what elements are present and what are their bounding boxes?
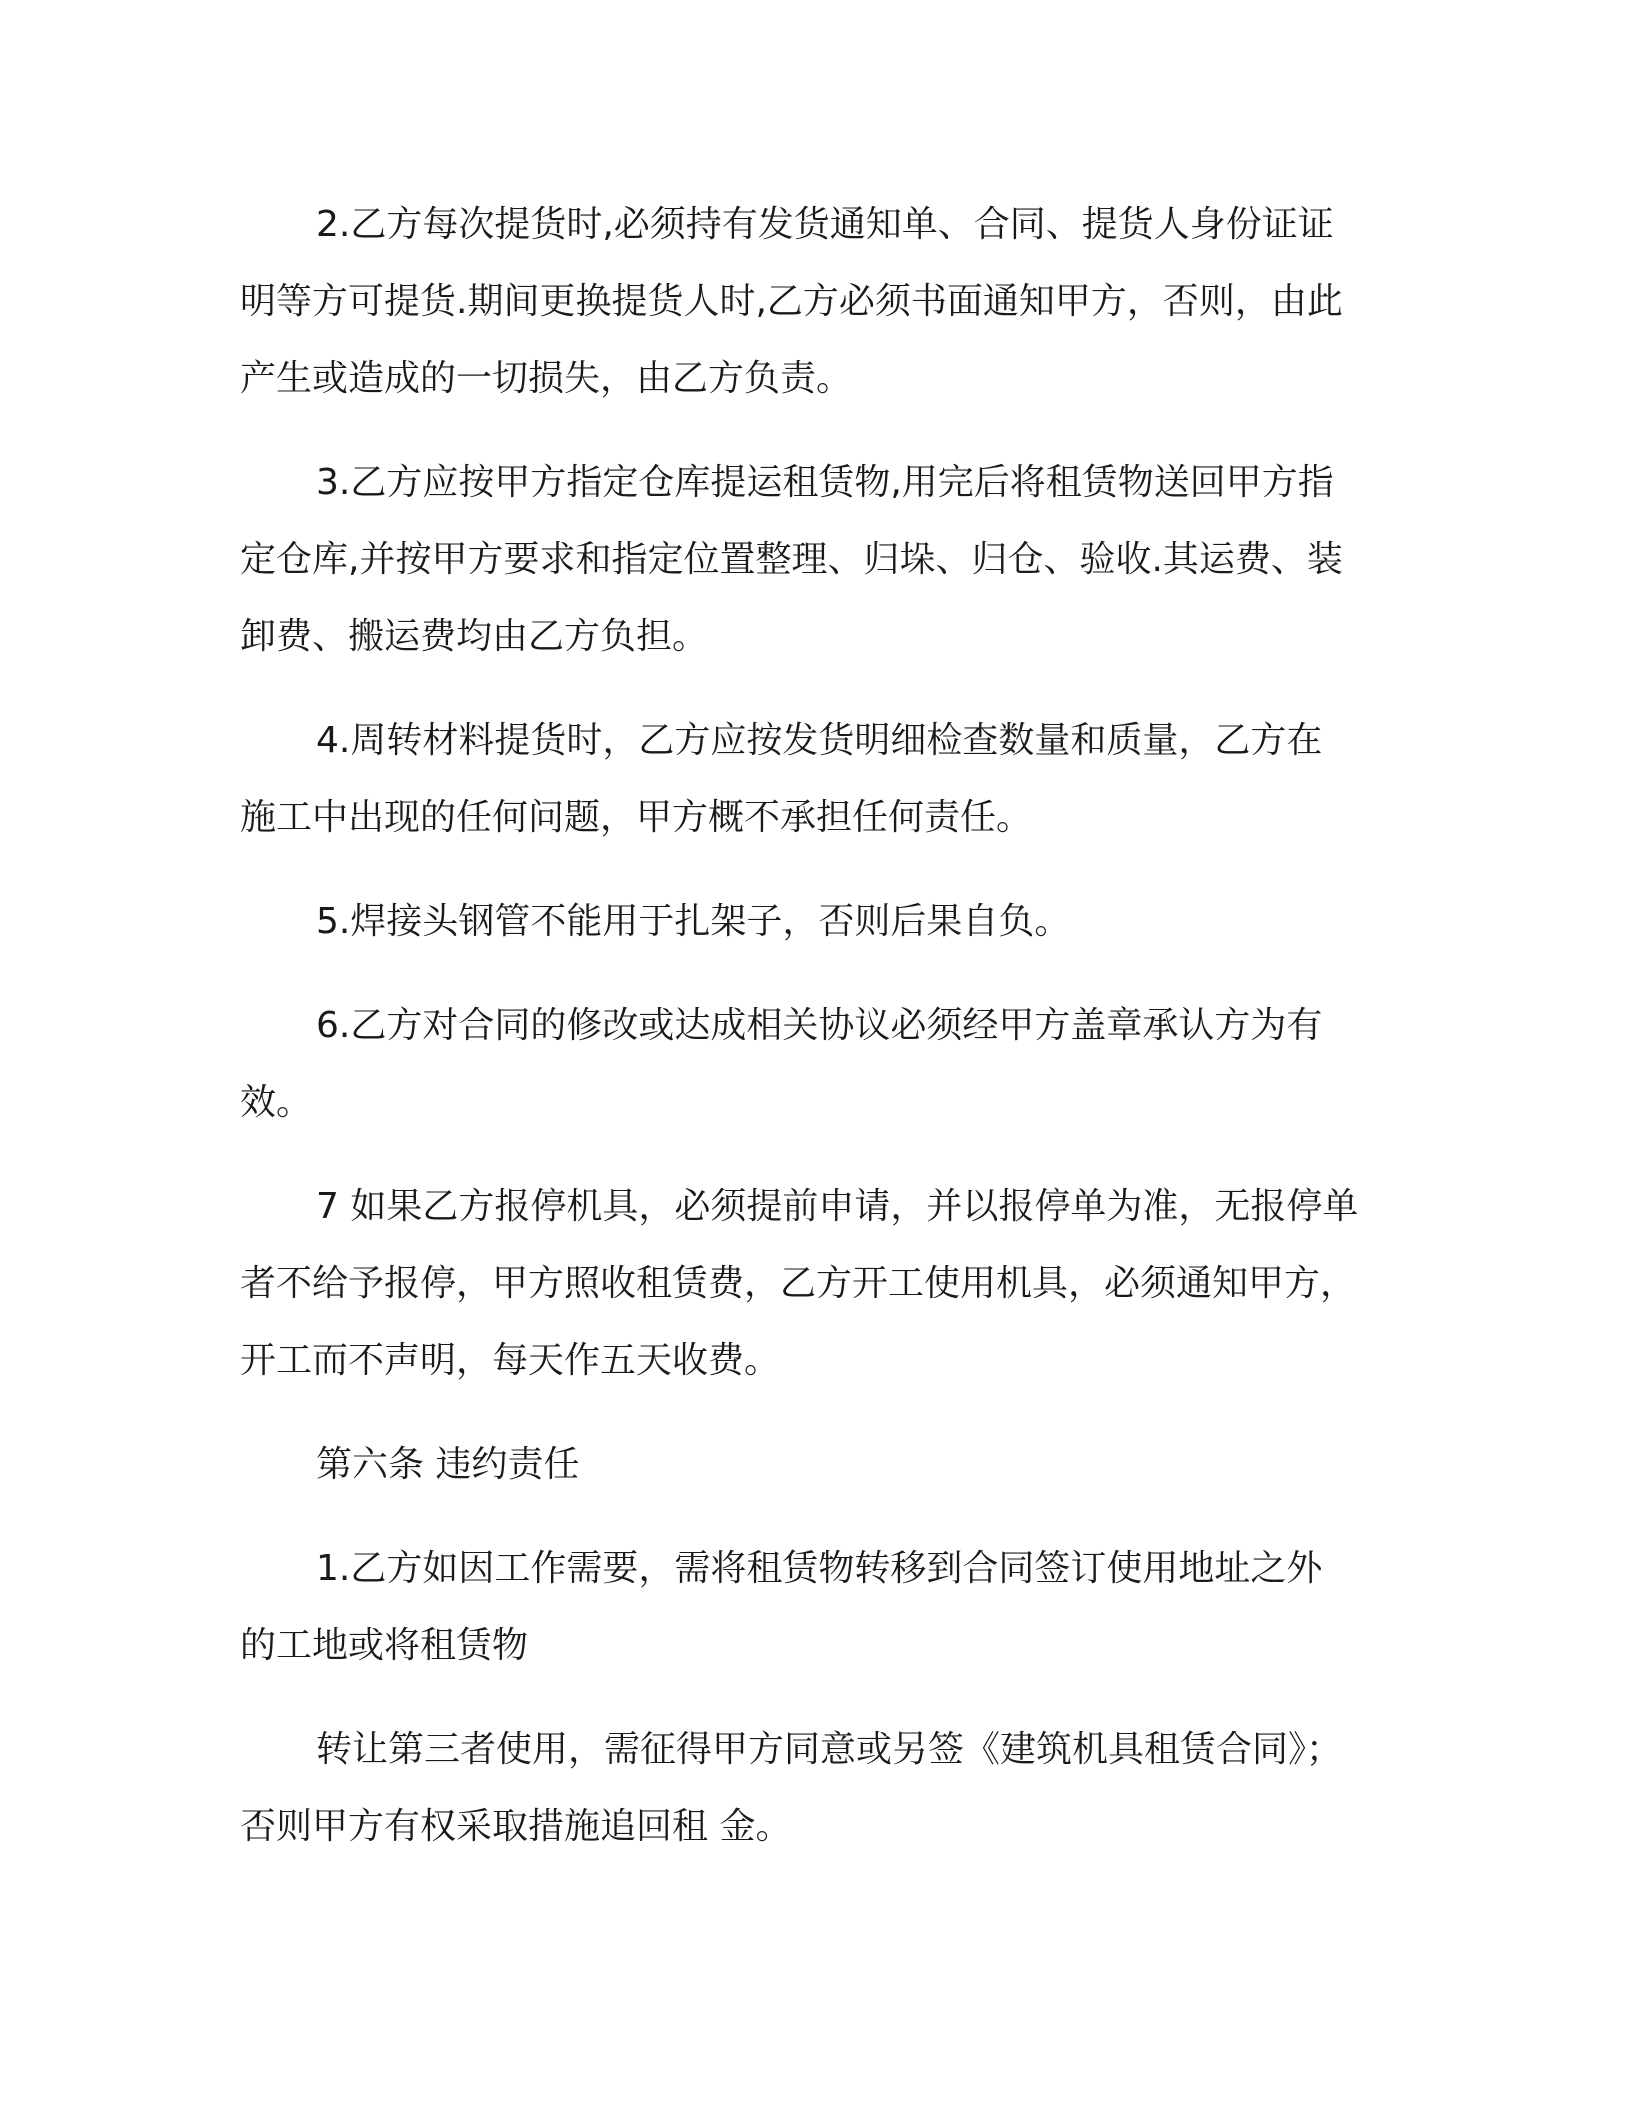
text-line: 者不给予报停，甲方照收租赁费，乙方开工使用机具，必须通知甲方， bbox=[240, 1263, 1357, 1304]
text-line: 施工中出现的任何问题，甲方概不承担任何责任。 bbox=[240, 797, 1033, 838]
text-line: 明等方可提货.期间更换提货人时,乙方必须书面通知甲方，否则，由此 bbox=[240, 281, 1343, 322]
text-line: 效。 bbox=[240, 1082, 313, 1123]
text-line: 1.乙方如因工作需要，需将租赁物转移到合同签订使用地址之外 bbox=[316, 1548, 1323, 1589]
text-line: 定仓库,并按甲方要求和指定位置整理、归垛、归仓、验收.其运费、装 bbox=[240, 539, 1343, 580]
clause-paragraph bbox=[240, 883, 1390, 960]
text-line: 转让第三者使用，需征得甲方同意或另签《建筑机具租赁合同》； bbox=[316, 1729, 1343, 1770]
text-line: 6.乙方对合同的修改或达成相关协议必须经甲方盖章承认方为有 bbox=[316, 1005, 1323, 1046]
clause-paragraph bbox=[240, 1530, 1390, 1684]
text-line: 产生或造成的一切损失，由乙方负责。 bbox=[240, 358, 853, 399]
text-line: 的工地或将租赁物 bbox=[240, 1625, 529, 1666]
document-body bbox=[240, 186, 1390, 1892]
clause-paragraph bbox=[240, 186, 1390, 417]
text-line: 第六条 违约责任 bbox=[316, 1444, 580, 1485]
section-heading bbox=[240, 1426, 1390, 1503]
text-line: 否则甲方有权采取措施追回租 金。 bbox=[240, 1806, 792, 1847]
text-line: 5.焊接头钢管不能用于扎架子，否则后果自负。 bbox=[316, 901, 1071, 942]
text-line: 7 如果乙方报停机具，必须提前申请，并以报停单为准，无报停单 bbox=[316, 1186, 1359, 1227]
clause-paragraph bbox=[240, 1711, 1390, 1865]
text-line: 2.乙方每次提货时,必须持有发货通知单、合同、提货人身份证证 bbox=[316, 204, 1334, 245]
text-line: 4.周转材料提货时，乙方应按发货明细检查数量和质量，乙方在 bbox=[316, 720, 1323, 761]
clause-paragraph bbox=[240, 987, 1390, 1141]
clause-paragraph bbox=[240, 444, 1390, 675]
clause-paragraph bbox=[240, 1168, 1390, 1399]
text-line: 卸费、搬运费均由乙方负担。 bbox=[240, 616, 709, 657]
clause-paragraph bbox=[240, 702, 1390, 856]
text-line: 开工而不声明，每天作五天收费。 bbox=[240, 1340, 781, 1381]
text-line: 3.乙方应按甲方指定仓库提运租赁物,用完后将租赁物送回甲方指 bbox=[316, 462, 1334, 503]
